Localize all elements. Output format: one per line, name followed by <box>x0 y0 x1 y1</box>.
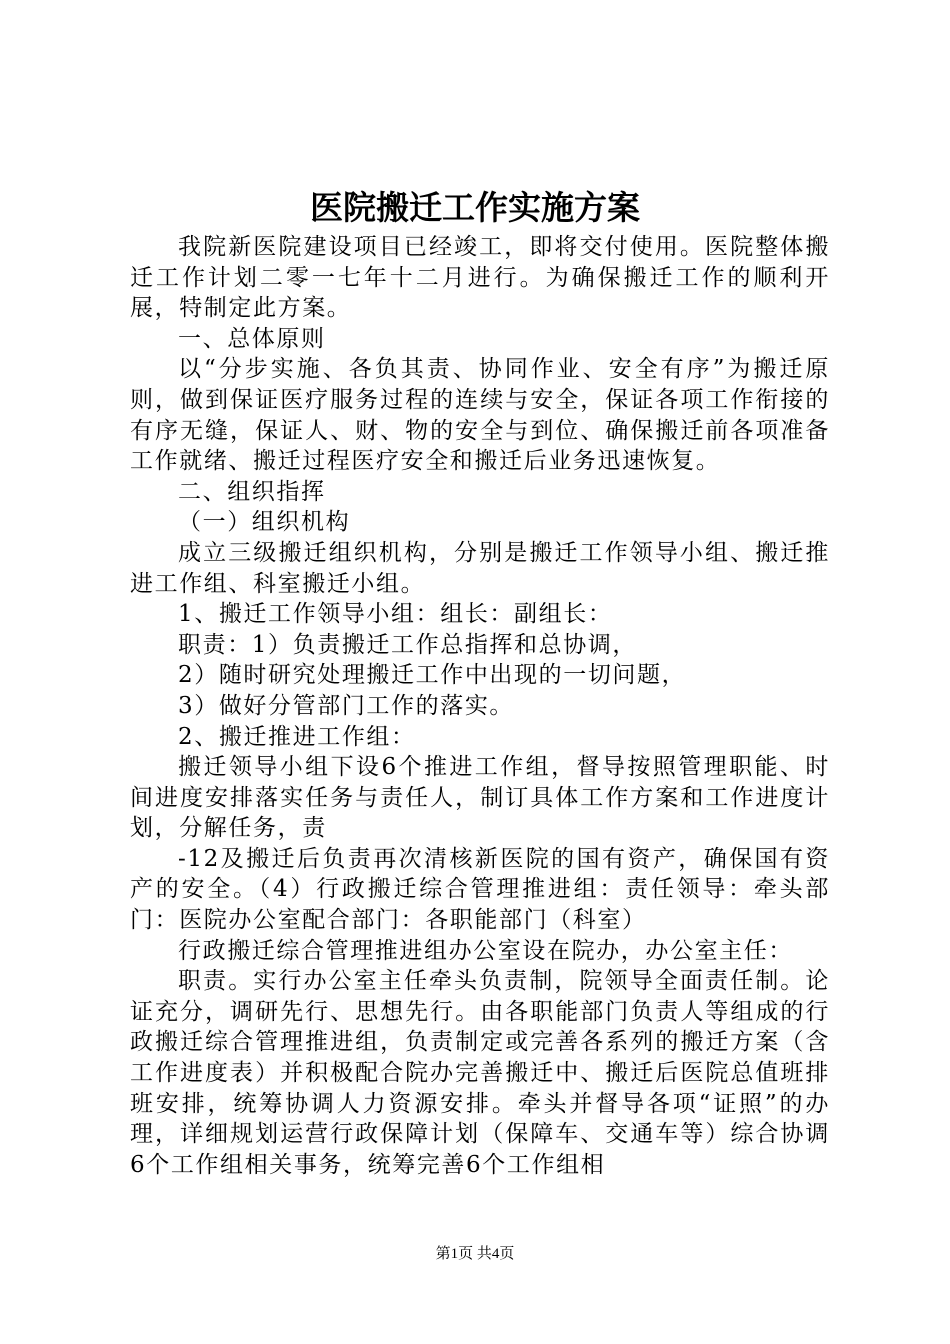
paragraph-six-groups: 搬迁领导小组下设6个推进工作组，督导按照管理职能、时间进度安排落实任务与责任人，制订具体工作方案和工作进度计划，分解任务，责 <box>130 754 830 842</box>
paragraph-office: 行政搬迁综合管理推进组办公室设在院办，办公室主任： <box>178 937 793 964</box>
paragraph-three-level-structure: 成立三级搬迁组织机构，分别是搬迁工作领导小组、搬迁推进工作组、科室搬迁小组。 <box>130 539 830 597</box>
paragraph-principles: 以“分步实施、各负其责、协同作业、安全有序”为搬迁原则，做到保证医疗服务过程的连续与安全，保证各项工作衔接的有序无缝，保证人、财、物的安全与到位、确保搬迁前各项准备工作就绪、搬迁过程医疗安全和搬迁后业务迅速恢复。 <box>130 356 830 475</box>
item-duty-2: 2）随时研究处理搬迁工作中出现的一切问题， <box>178 662 687 689</box>
paragraph-intro: 我院新医院建设项目已经竣工，即将交付使用。医院整体搬迁工作计划二零一七年十二月进行。为确保搬迁工作的顺利开展，特制定此方案。 <box>130 234 830 322</box>
item-promotion-group: 2、搬迁推进工作组： <box>178 723 416 750</box>
item-duty-1: 职责：1）负责搬迁工作总指挥和总协调， <box>178 631 638 658</box>
item-leading-group: 1、搬迁工作领导小组：组长：副组长： <box>178 601 613 628</box>
paragraph-duties: 职责。实行办公室主任牵头负责制，院领导全面责任制。论证充分，调研先行、思想先行。由各职能部门负责人等组成的行政搬迁综合管理推进组，负责制定或完善各系列的搬迁方案（含工作进度表）并积极配合院办完善搬迁中、搬迁后医院总值班排班安排，统筹协调人力资源安排。牵头并督导各项“证照”的办理，详细规划运营行政保障计划（保障车、交通车等）综合协调6个工作组相关事务，统筹完善6个工作组相 <box>130 968 830 1178</box>
heading-general-principles: 一、总体原则 <box>178 325 326 352</box>
heading-organization-command: 二、组织指挥 <box>178 478 326 505</box>
item-duty-3: 3）做好分管部门工作的落实。 <box>178 692 515 719</box>
page-number-footer: 第1页 共4页 <box>435 1246 515 1262</box>
document-title: 医院搬迁工作实施方案 <box>310 188 640 227</box>
document-body <box>130 232 830 1180</box>
paragraph-assets: -12及搬迁后负责再次清核新医院的国有资产，确保国有资产的安全。（4）行政搬迁综合管理推进组：责任领导：牵头部门：医院办公室配合部门：各职能部门（科室） <box>130 845 830 934</box>
heading-organization-structure: （一）组织机构 <box>178 509 351 536</box>
